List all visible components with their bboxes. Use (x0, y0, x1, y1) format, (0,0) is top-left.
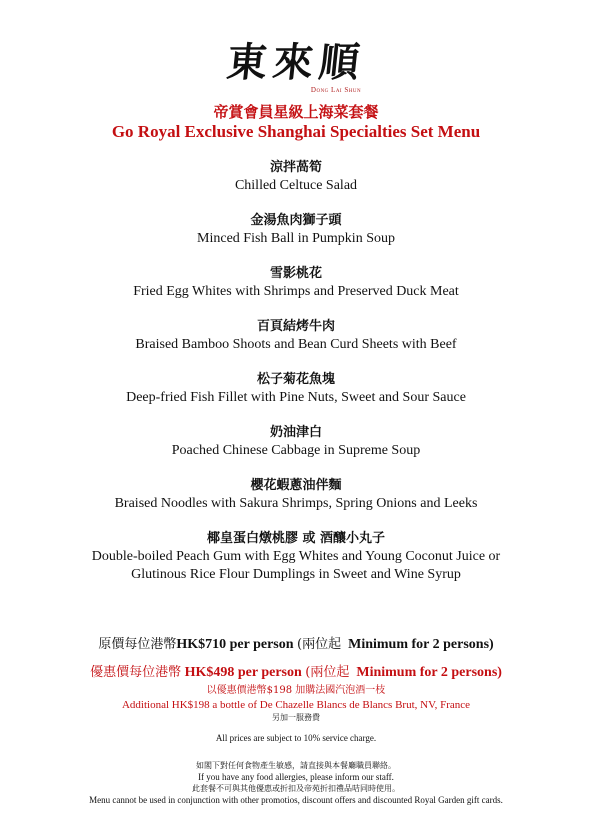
course-name-english: Chilled Celtuce Salad (234, 178, 358, 193)
promo-minimum-chinese: (兩位起 (305, 665, 350, 680)
course-name-english-line2: Glutinous Rice Flour Dumplings in Sweet and Wine Syrup (131, 567, 461, 582)
course-name-chinese: 百頁結烤牛肉 (256, 319, 335, 334)
original-price-label: 原價每位港幣 (98, 637, 177, 652)
course-name-chinese: 雪影桃花 (269, 266, 322, 281)
course-item (0, 530, 592, 584)
course-item (0, 265, 592, 301)
service-charge-chinese: 另加一服務費 (272, 713, 320, 722)
course-item (0, 477, 592, 513)
promo-minimum-english: Minimum for 2 persons) (356, 665, 502, 680)
course-name-chinese: 椰皇蛋白燉桃膠 或 酒釀小丸子 (206, 531, 386, 546)
course-name-english: Braised Noodles with Sakura Shrimps, Spring Onions and Leeks (114, 496, 478, 511)
promo-price-line (0, 663, 592, 683)
promo-price: HK$498 per person (184, 665, 302, 680)
course-item (0, 212, 592, 248)
allergy-note-english: If you have any food allergies, please inform our staff. (198, 772, 394, 782)
course-name-english: Fried Egg Whites with Shrimps and Preserved Duck Meat (133, 284, 459, 299)
wine-addon-english: Additional HK$198 a bottle of De Chazelle Blancs de Blancs Brut, NV, France (121, 699, 471, 711)
logo-english: Dong Lai Shun (310, 86, 362, 94)
course-item (0, 159, 592, 195)
course-name-english: Braised Bamboo Shoots and Bean Curd Sheets with Beef (135, 337, 457, 352)
course-list (0, 159, 592, 601)
menu-title-chinese: 帝賞會員星級上海菜套餐 (213, 103, 379, 121)
course-item (0, 424, 592, 460)
promo-restriction-chinese: 此套餐不可與其他優惠或折扣及帝苑折扣禮品咭同時使用。 (192, 784, 400, 793)
original-minimum-english: Minimum for 2 persons) (348, 637, 494, 652)
logo-chinese: 東來順 (224, 39, 368, 86)
promo-restriction-english: Menu cannot be used in conjunction with other promotios, discount offers and discounted Royal Garden gift cards. (89, 795, 503, 805)
course-name-chinese: 涼拌萵筍 (269, 160, 322, 175)
original-price-line (0, 635, 592, 655)
wine-addon-chinese: 以優惠價港幣$198 加購法國汽泡酒一枝 (206, 685, 386, 696)
restaurant-logo (0, 40, 592, 95)
course-name-english: Deep-fried Fish Fillet with Pine Nuts, Sweet and Sour Sauce (126, 390, 466, 405)
allergy-note-chinese: 如閣下對任何食物產生敏感，請直接與本餐廳職員聯絡。 (196, 761, 396, 770)
original-price: HK$710 per person (176, 637, 294, 652)
footer-notes (0, 760, 592, 806)
service-charge-english: All prices are subject to 10% service charge. (215, 733, 377, 743)
course-name-english: Double-boiled Peach Gum with Egg Whites and Young Coconut Juice or (91, 549, 501, 564)
course-item (0, 318, 592, 354)
original-minimum-chinese: (兩位起 (297, 637, 342, 652)
pricing-section (0, 635, 592, 724)
course-item (0, 371, 592, 407)
menu-title-english: Go Royal Exclusive Shanghai Specialties Set Menu (111, 122, 481, 141)
course-name-chinese: 松子菊花魚塊 (256, 372, 335, 387)
course-name-chinese: 金湯魚肉獅子頭 (250, 213, 342, 228)
course-name-chinese: 櫻花蝦蔥油伴麵 (250, 478, 342, 493)
course-name-english: Minced Fish Ball in Pumpkin Soup (197, 231, 395, 246)
course-name-chinese: 奶油津白 (269, 425, 322, 440)
course-name-english: Poached Chinese Cabbage in Supreme Soup (171, 443, 421, 458)
promo-price-label: 優惠價每位港幣 (90, 665, 182, 680)
